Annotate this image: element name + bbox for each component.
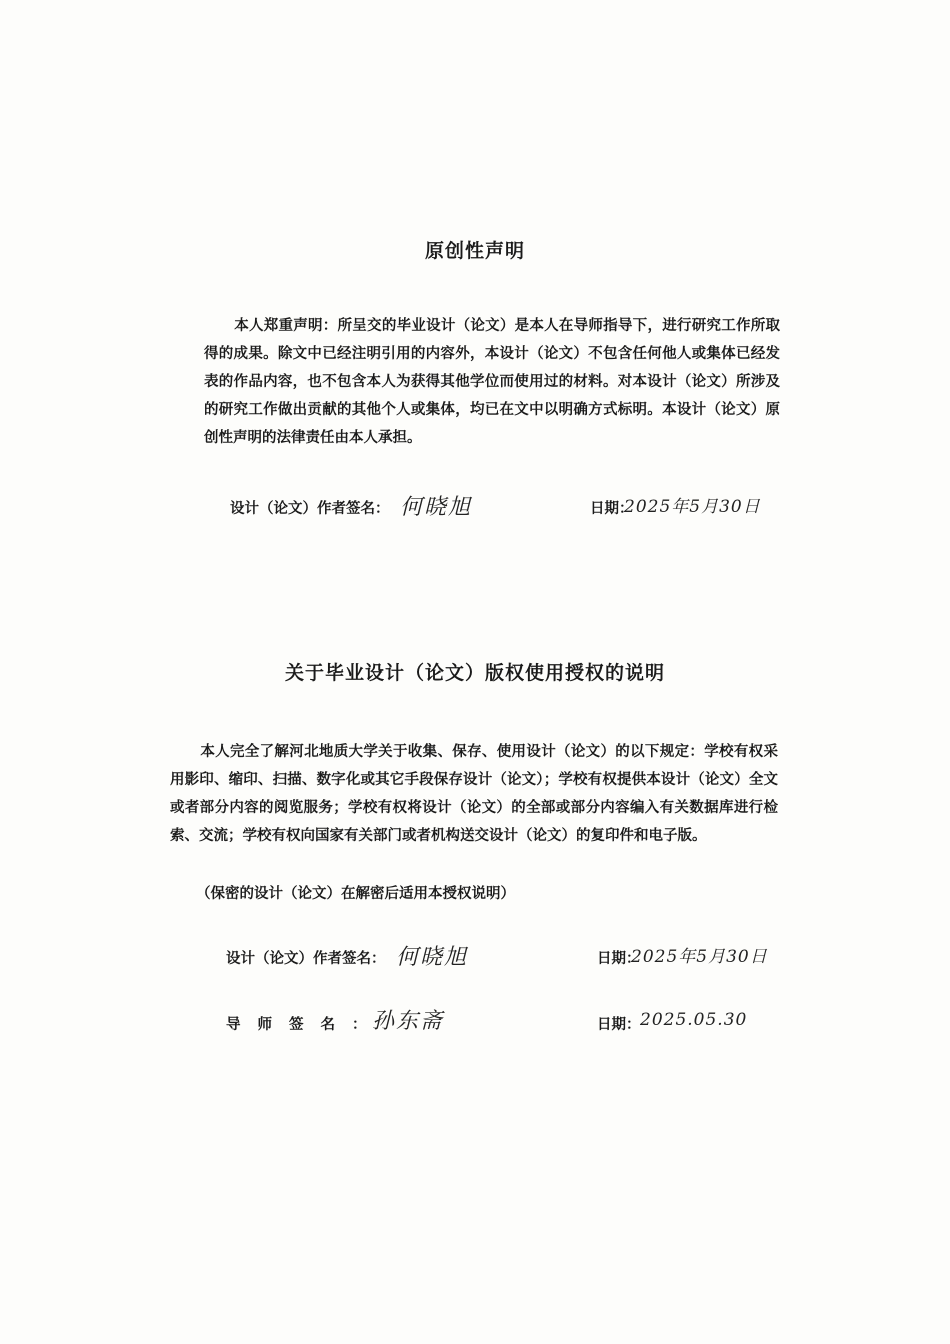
authorization-note: （保密的设计（论文）在解密后适用本授权说明） bbox=[196, 886, 515, 902]
authorization-body bbox=[170, 738, 778, 850]
authorization-author-date-signature: 2025年5月30日 bbox=[631, 947, 768, 967]
authorization-author-label: 设计（论文）作者签名： bbox=[226, 951, 386, 967]
declaration-title: 原创性声明 bbox=[424, 240, 525, 262]
declaration-author-signature: 何晓旭 bbox=[400, 495, 473, 520]
advisor-date-label: 日期： bbox=[597, 1017, 641, 1033]
declaration-date-signature: 2025年5月30日 bbox=[624, 497, 761, 517]
declaration-author-label: 设计（论文）作者签名： bbox=[230, 501, 390, 517]
authorization-title: 关于毕业设计（论文）版权使用授权的说明 bbox=[284, 662, 665, 684]
advisor-date-signature: 2025.05.30 bbox=[640, 1010, 748, 1030]
authorization-author-signature: 何晓旭 bbox=[396, 945, 469, 970]
declaration-body-text: 本人郑重声明：所呈交的毕业设计（论文）是本人在导师指导下，进行研究工作所取得的成果。除文中已经注明引用的内容外，本设计（论文）不包含任何他人或集体已经发表的作品内容，也不包含本人为获得其他学位而使用过的材料。对本设计（论文）所涉及的研究工作做出贡献的其他个人或集体，均已在文中以明确方式标明。本设计（论文）原创性声明的法律责任由本人承担。 bbox=[204, 318, 780, 446]
advisor-signature: 孙东斋 bbox=[372, 1009, 445, 1034]
authorization-body-text: 本人完全了解河北地质大学关于收集、保存、使用设计（论文）的以下规定：学校有权采用影印、缩印、扫描、数字化或其它手段保存设计（论文）；学校有权提供本设计（论文）全文或者部分内容的阅览服务；学校有权将设计（论文）的全部或部分内容编入有关数据库进行检索、交流；学校有权向国家有关部门或者机构送交设计（论文）的复印件和电子版。 bbox=[170, 744, 778, 844]
declaration-date-label: 日期： bbox=[590, 501, 634, 517]
advisor-label: 导师签名： bbox=[226, 1017, 384, 1033]
declaration-body bbox=[204, 312, 780, 452]
authorization-author-date-label: 日期： bbox=[597, 951, 641, 967]
